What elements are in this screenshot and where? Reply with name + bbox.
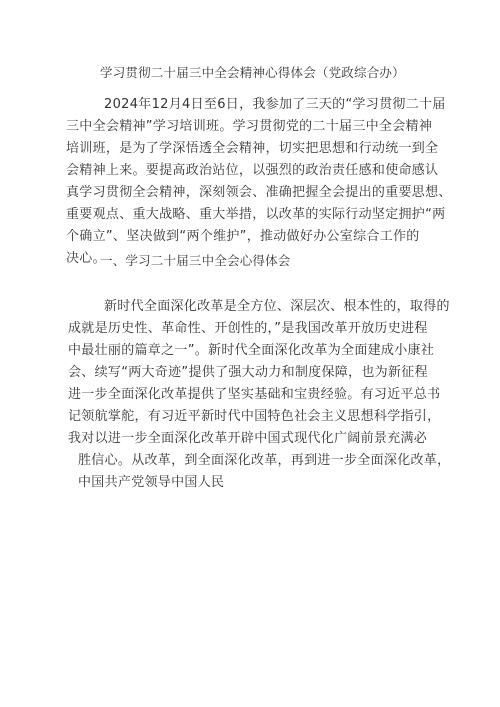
- paragraph-line: 新时代全面深化改革是全方位、深层次、根本性的，取得的: [104, 299, 450, 314]
- document-title: 学习贯彻二十届三中全会精神心得体会（党政综合办）: [100, 65, 405, 80]
- paragraph-line: 中最壮丽的篇章之一”。新时代全面深化改革为全面建成小康社: [68, 343, 435, 358]
- paragraph-line: 胜信心。从改革，到全面深化改革，再到进一步全面深化改革，: [78, 453, 451, 468]
- paragraph-line: 会、续写“两大奇迹”提供了强大动力和制度保障，也为新征程: [68, 365, 428, 380]
- paragraph-line: 决心。: [66, 251, 106, 266]
- paragraph-line: 会精神上来。要提高政治站位，以强烈的政治责任感和使命感认: [66, 163, 439, 178]
- paragraph-line: 真学习贯彻全会精神，深刻领会、准确把握全会提出的重要思想、: [66, 185, 452, 200]
- paragraph-line: 记领航掌舵，有习近平新时代中国特色社会主义思想科学指引，: [68, 409, 441, 424]
- paragraph-line: 我对以进一步全面深化改革开辟中国式现代化广阔前景充满必: [68, 431, 428, 446]
- section-1-heading: 一、学习二十届三中全会心得体会: [100, 253, 291, 268]
- paragraph-line: 中国共产党领导中国人民: [78, 475, 225, 490]
- paragraph-line: 2024年12月4日至6日，我参加了三天的“学习贯彻二十届: [104, 97, 446, 112]
- paragraph-line: 个确立”、坚决做到“两个维护”，推动做好办公室综合工作的: [66, 229, 420, 244]
- paragraph-line: 进一步全面深化改革提供了坚实基础和宝贵经验。有习近平总书: [68, 387, 441, 402]
- paragraph-line: 重要观点、重大战略、重大举措，以改革的实际行动坚定拥护“两: [66, 207, 446, 222]
- paragraph-line: 成就是历史性、革命性、开创性的，”是我国改革开放历史进程: [68, 321, 428, 336]
- paragraph-line: 三中全会精神”学习培训班。学习贯彻党的二十届三中全会精神: [66, 119, 433, 134]
- paragraph-line: 培训班，是为了学深悟透全会精神，切实把思想和行动统一到全: [66, 141, 439, 156]
